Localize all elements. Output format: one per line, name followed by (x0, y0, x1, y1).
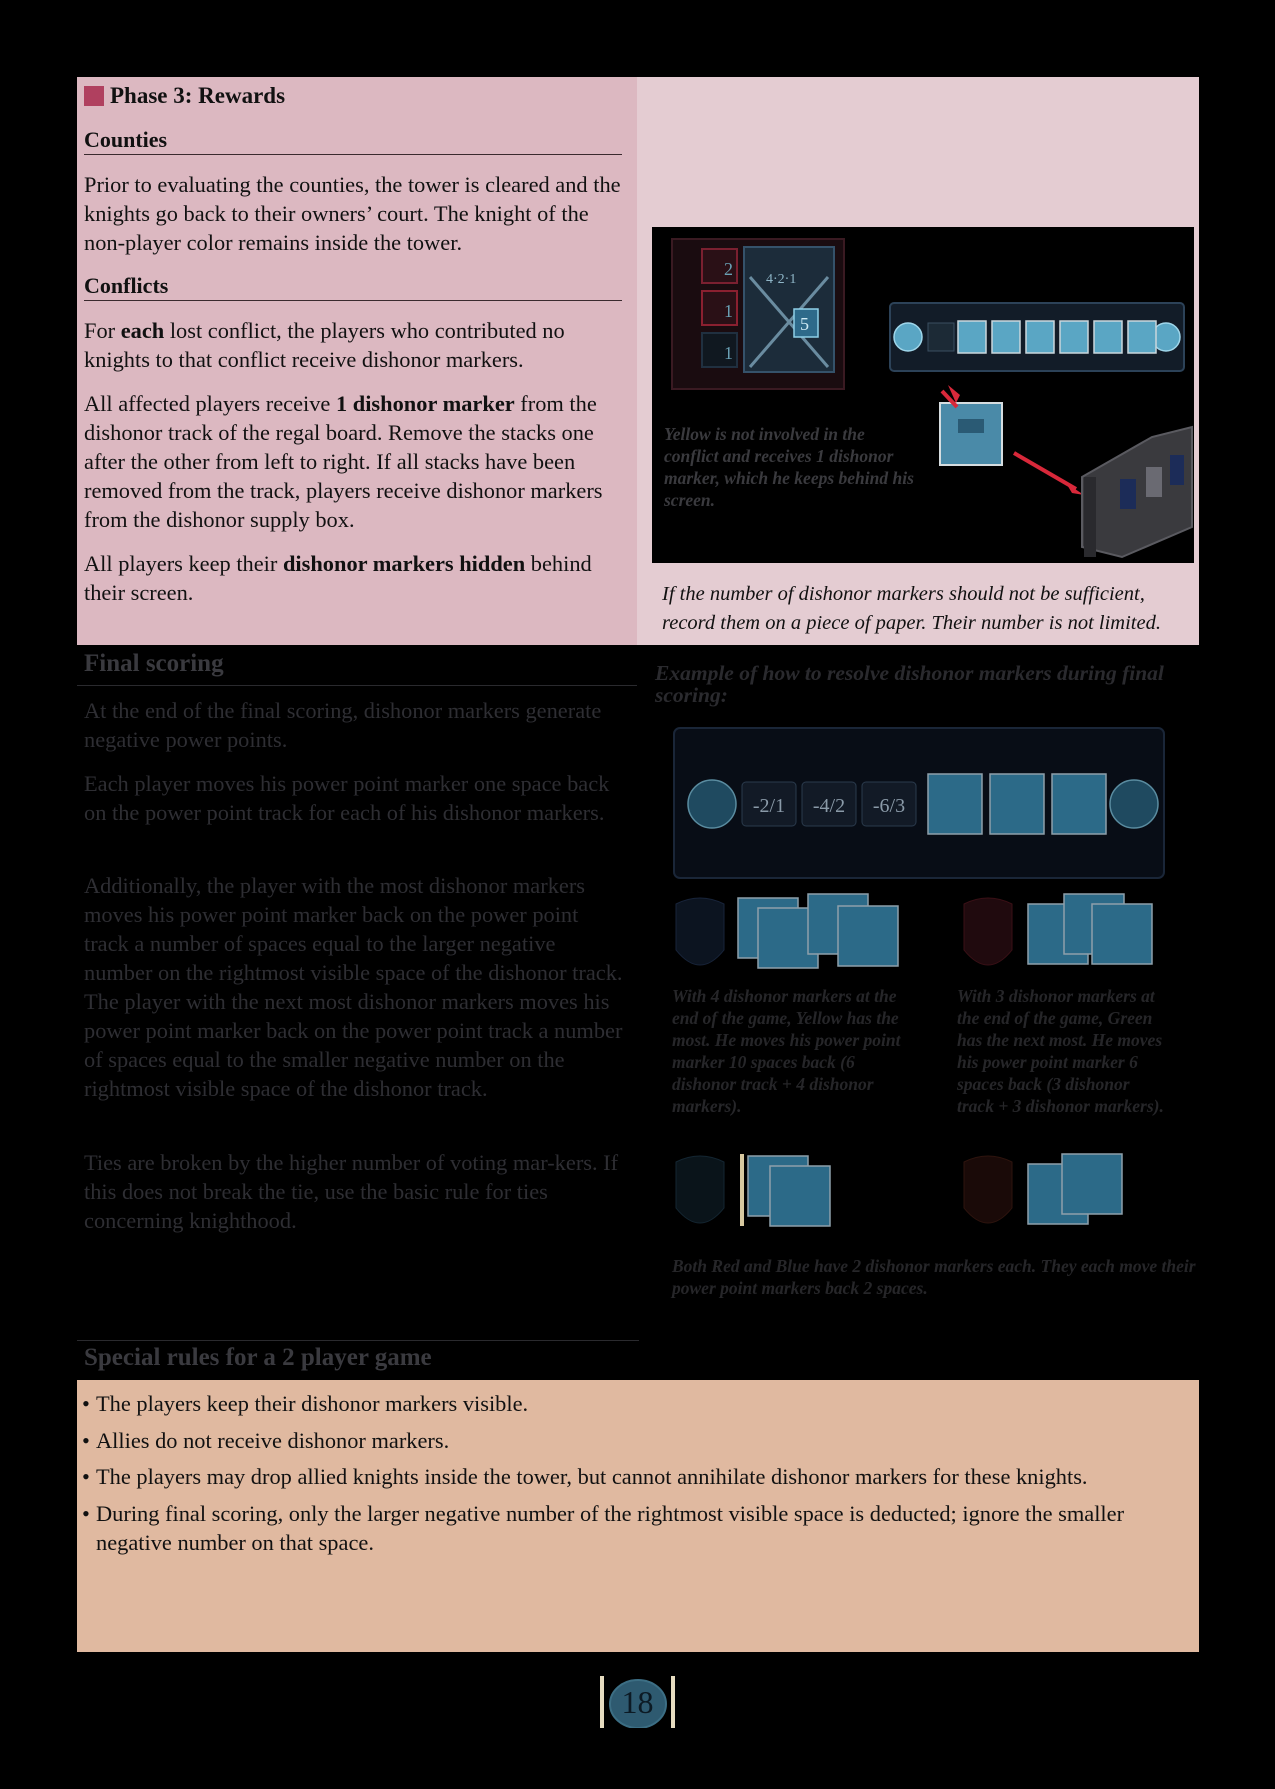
bullet-icon: • (82, 1428, 90, 1453)
counties-text: Prior to evaluating the counties, the tower is cleared and the knights go back to their owners’ court. The knight of the non-player color remains inside the tower. (84, 172, 621, 255)
dishonor-marker (1026, 321, 1054, 353)
dishonor-track-illustration (652, 227, 1194, 563)
marker-stacks-illustration (672, 890, 1172, 990)
yellow-knight-icon (894, 323, 922, 351)
tower-icon (1082, 427, 1192, 557)
dishonor-marker (1060, 321, 1088, 353)
board-label: 4·2·1 (766, 272, 797, 287)
blue-shield-icon (676, 1156, 724, 1223)
conflicts-paragraph-2: All affected players receive 1 dishonor marker from the dishonor track of the regal board. Remove the stacks one after the other from left to right. If all stacks have been removed from the track, players receive dishonor markers from the dishonor supply box. (84, 391, 603, 532)
bullet-icon: • (82, 1391, 90, 1416)
page-number: 18 (621, 1684, 654, 1720)
rule-item (82, 1499, 1192, 1557)
rule-item (82, 1462, 1192, 1491)
yellow-knight-icon (688, 780, 736, 828)
conflicts-paragraph-3: All players keep their dishonor markers hidden behind their screen. (84, 551, 592, 605)
example-caption-yellow: With 4 dishonor markers at the end of the game, Yellow has the most. He moves his power point marker 10 spaces back (6 dishonor track + 4 dishonor markers). (672, 986, 901, 1116)
stack-number: 2 (724, 259, 733, 279)
rule-text: The players may drop allied knights inside the tower, but cannot annihilate dishonor markers for these knights. (96, 1464, 1088, 1489)
knight-icon (1110, 780, 1158, 828)
rule-item (82, 1426, 1192, 1455)
stack-number: 1 (724, 343, 733, 363)
conflicts-paragraph-1: For each lost conflict, the players who contributed no knights to that conflict receive dishonor markers. (84, 318, 565, 372)
red-shield-icon (964, 1156, 1012, 1223)
rule-text: Allies do not receive dishonor markers. (96, 1428, 450, 1453)
rule-item (82, 1389, 1192, 1418)
yellow-shield-icon (676, 898, 724, 965)
final-scoring-paragraph-4: Ties are broken by the higher number of voting mar-kers. If this does not break the tie, use the basic rule for ties concerning knighthood. (84, 1150, 619, 1233)
board-number: 5 (800, 314, 809, 334)
final-scoring-example-illustration (672, 722, 1168, 882)
dishonor-marker (1128, 321, 1156, 353)
conflicts-heading: Conflicts (84, 273, 622, 301)
dishonor-marker (990, 774, 1044, 834)
track-label: -4/2 (812, 795, 846, 817)
dishonor-marker (838, 906, 898, 966)
dishonor-marker (928, 774, 982, 834)
dishonor-marker (940, 403, 1002, 465)
phase3-heading (84, 83, 285, 109)
final-scoring-paragraph-2: Each player moves his power point marker one space back on the power point track for each of his dishonor markers. (84, 771, 610, 825)
final-scoring-paragraph-1: At the end of the final scoring, dishonor markers generate negative power points. (84, 698, 602, 752)
dishonor-marker (1094, 321, 1122, 353)
phase3-title: Phase 3: Rewards (110, 83, 286, 108)
dishonor-marker (1062, 1154, 1122, 1214)
page-number-badge (600, 1676, 675, 1728)
final-scoring-paragraph-3: Additionally, the player with the most dishonor markers moves his power point marker back on the power point track a number of spaces equal to the larger negative number on the rightmost visible space of the dishonor track. The player with the next most dishonor markers moves his power point marker back on the power point track a number of spaces equal to the smaller negative number on the rightmost visible space of the dishonor track. (84, 873, 623, 1101)
section-marker-icon (84, 86, 104, 106)
special-rules-heading: Special rules for a 2 player game (84, 1344, 432, 1371)
dishonor-marker (1052, 774, 1106, 834)
tie-stacks-illustration (672, 1150, 1172, 1240)
bullet-icon: • (82, 1501, 90, 1526)
board-illustration (652, 227, 1194, 563)
divider (77, 685, 637, 686)
example-caption-green: With 3 dishonor markers at the end of the game, Green has the next most. He moves his power point marker 6 spaces back (3 dishonor track + 3 dishonor markers). (957, 986, 1164, 1116)
bullet-icon: • (82, 1464, 90, 1489)
illustration-overlay-caption: Yellow is not involved in the conflict and receives 1 dishonor marker, which he keeps behind his screen. (664, 424, 914, 510)
dishonor-marker (992, 321, 1020, 353)
stack-number: 1 (724, 301, 733, 321)
example-title: Example of how to resolve dishonor markers during final scoring: (655, 661, 1164, 707)
green-shield-icon (964, 898, 1012, 965)
counties-heading: Counties (84, 127, 622, 155)
rule-text: The players keep their dishonor markers visible. (96, 1391, 529, 1416)
divider (77, 1340, 639, 1341)
dishonor-marker (770, 1166, 830, 1226)
rule-text: During final scoring, only the larger negative number of the rightmost visible space is deducted; ignore the smaller negative number on that space. (96, 1501, 1125, 1555)
illustration-caption: If the number of dishonor markers should not be sufficient, record them on a piece of paper. Their number is not limited. (662, 583, 1161, 634)
track-label: -2/1 (752, 795, 786, 817)
track-label: -6/3 (872, 795, 906, 817)
example-caption-tie: Both Red and Blue have 2 dishonor markers each. They each move their power point markers back 2 spaces. (672, 1256, 1196, 1298)
dishonor-marker (958, 321, 986, 353)
dishonor-marker (1092, 904, 1152, 964)
final-scoring-heading: Final scoring (84, 650, 224, 677)
